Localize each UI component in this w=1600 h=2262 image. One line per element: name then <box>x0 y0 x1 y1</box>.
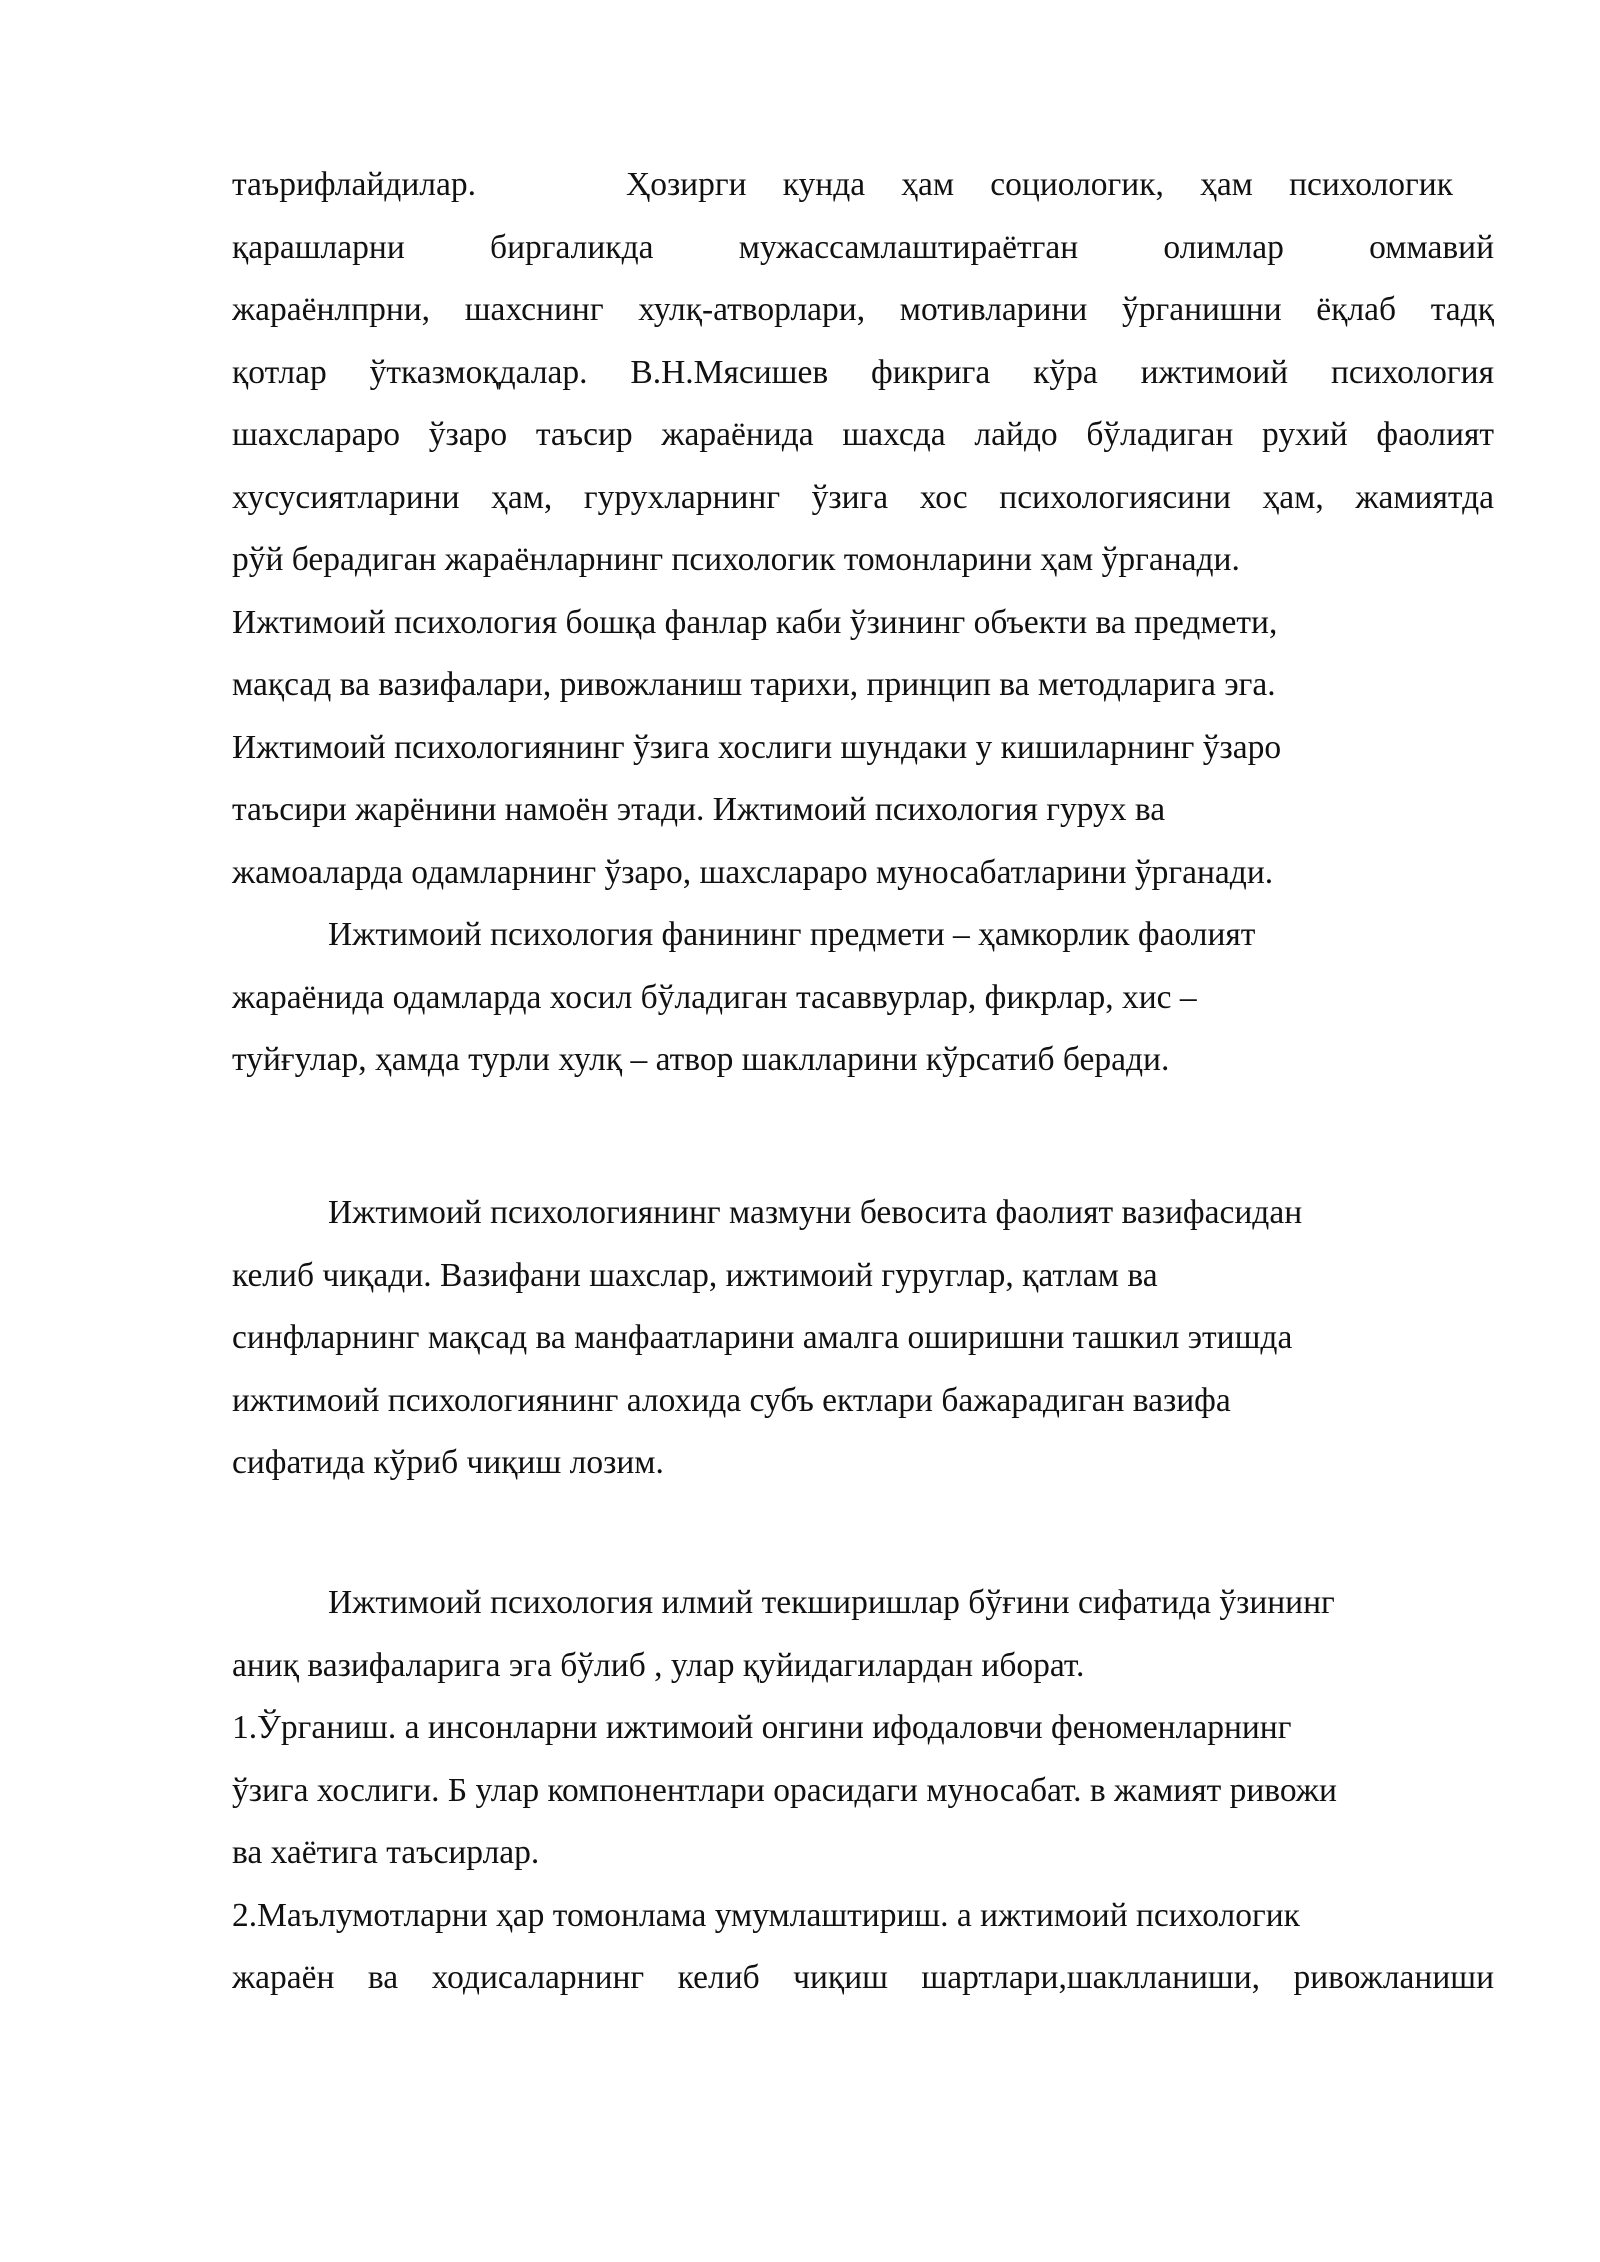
text-line: мақсад ва вазифалари, ривожланиш тарихи, принцип ва методларига эга. <box>232 666 1276 703</box>
paragraph-block-1 <box>232 154 1494 1092</box>
text-line: 1.Ўрганиш. а инсонларни ижтимоий онгини ифодаловчи феноменларнинг <box>232 1709 1292 1746</box>
text-line: ўзига хослиги. Б улар компонентлари орасидаги муносабат. в жамият ривожи <box>232 1771 1337 1809</box>
text-line: Ижтимоий психологиянинг мазмуни бевосита фаолият вазифасидан <box>328 1194 1303 1231</box>
text-line: таъсири жарёнини намоён этади. Ижтимоий психология гурух ва <box>232 791 1166 828</box>
text-line: 2.Маълумотларни ҳар томонлама умумлаштириш. а ижтимоий психологик <box>232 1896 1300 1934</box>
text-line: жамоаларда одамларнинг ўзаро, шахслараро муносабатларини ўрганади. <box>232 853 1274 891</box>
text-line: келиб чиқади. Вазифани шахслар, ижтимоий гуруглар, қатлам ва <box>232 1256 1158 1294</box>
paragraph-block-2 <box>232 1182 1494 1495</box>
text-fragment: таърифлайдилар. <box>232 166 476 203</box>
text-line: сифатида кўриб чиқиш лозим. <box>232 1444 664 1481</box>
text-line: синфларнинг мақсад ва манфаатларини амалга оширишни ташкил этишда <box>232 1319 1293 1356</box>
text-line <box>232 154 1494 217</box>
text-line: қарашларни биргаликда мужассамлаштираётган олимлар оммавий <box>232 228 1494 266</box>
text-line: туйғулар, ҳамда турли хулқ – атвор шаклларини кўрсатиб беради. <box>232 1041 1170 1078</box>
text-line: аниқ вазифаларига эга бўлиб , улар қуйидагилардан иборат. <box>232 1646 1085 1684</box>
text-line: жараёнида одамларда хосил бўладиган тасаввурлар, фикрлар, хис – <box>232 978 1197 1016</box>
text-line: рўй берадиган жараёнларнинг психологик томонларини ҳам ўрганади. <box>232 541 1240 578</box>
text-line: Ижтимоий психология фанининг предмети – ҳамкорлик фаолият <box>328 916 1256 953</box>
text-fragment: Ҳозирги кунда ҳам социологик, ҳам психологик <box>626 166 1453 203</box>
text-line: шахслараро ўзаро таъсир жараёнида шахсда лайдо бўладиган рухий фаолият <box>232 416 1494 453</box>
text-line: қотлар ўтказмоқдалар. В.Н.Мясишев фикрига кўра ижтимоий психология <box>232 353 1494 391</box>
text-line: Ижтимоий психология бошқа фанлар каби ўзининг объекти ва предмети, <box>232 603 1278 641</box>
text-line: хусусиятларини ҳам, гурухларнинг ўзига хос психологиясини ҳам, жамиятда <box>232 478 1494 516</box>
text-line: Ижтимоий психологиянинг ўзига хослиги шундаки у кишиларнинг ўзаро <box>232 728 1282 766</box>
text-line: ижтимоий психологиянинг алохида субъ ектлари бажарадиган вазифа <box>232 1381 1231 1419</box>
text-line: Ижтимоий психология илмий текширишлар бўғини сифатида ўзининг <box>328 1584 1335 1621</box>
text-line: жараён ва ходисаларнинг келиб чиқиш шартлари,шаклланиши, ривожланиши <box>232 1959 1494 1996</box>
text-line: ва хаётига таъсирлар. <box>232 1834 540 1871</box>
paragraph-block-3 <box>232 1572 1494 2010</box>
text-line: жараёнлпрни, шахснинг хулқ-атворлари, мотивларини ўрганишни ёқлаб тадқ <box>232 291 1494 328</box>
